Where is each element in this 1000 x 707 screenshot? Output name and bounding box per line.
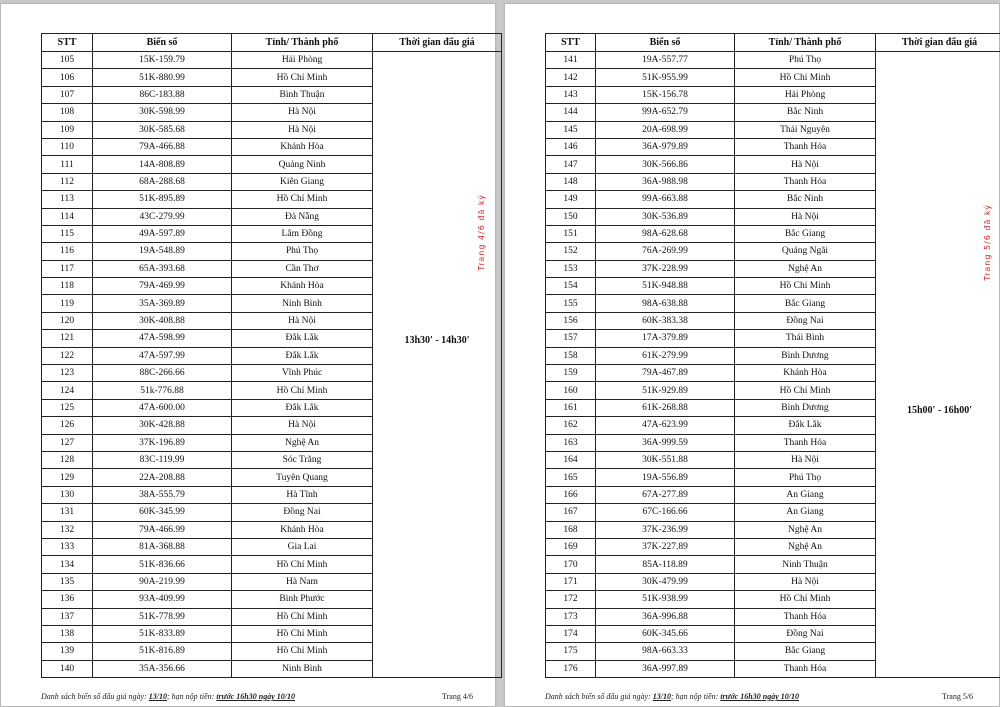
row-province: Hà Nội: [735, 573, 876, 590]
row-plate: 83C-119.99: [93, 451, 232, 468]
row-stt: 143: [546, 86, 596, 103]
row-stt: 110: [42, 138, 93, 155]
row-plate: 86C-183.88: [93, 86, 232, 103]
row-province: Vĩnh Phúc: [232, 365, 373, 382]
row-plate: 43C-279.99: [93, 208, 232, 225]
row-stt: 141: [546, 52, 596, 69]
row-plate: 36A-997.89: [596, 660, 735, 677]
row-province: Đắk Lắk: [232, 330, 373, 347]
row-province: Thanh Hóa: [735, 434, 876, 451]
page-footer: [545, 692, 799, 701]
row-plate: 37K-227.89: [596, 538, 735, 555]
header-province: Tỉnh/ Thành phố: [232, 34, 373, 52]
row-province: Kiên Giang: [232, 173, 373, 190]
row-province: Thanh Hóa: [735, 173, 876, 190]
row-plate: 47A-597.99: [93, 347, 232, 364]
row-plate: 51K-816.89: [93, 643, 232, 660]
row-province: Hà Nội: [735, 208, 876, 225]
row-plate: 19A-556.89: [596, 469, 735, 486]
row-province: Bình Dương: [735, 399, 876, 416]
row-plate: 36A-979.89: [596, 138, 735, 155]
row-province: Đắk Lắk: [232, 347, 373, 364]
footer-mid: ; hạn nộp tiền:: [167, 692, 217, 701]
row-province: Bắc Giang: [735, 295, 876, 312]
row-stt: 150: [546, 208, 596, 225]
row-province: Bắc Ninh: [735, 104, 876, 121]
row-plate: 76A-269.99: [596, 243, 735, 260]
row-plate: 37K-196.89: [93, 434, 232, 451]
row-plate: 51K-836.66: [93, 556, 232, 573]
row-stt: 175: [546, 643, 596, 660]
table-row: [42, 52, 502, 69]
row-province: Hồ Chí Minh: [232, 625, 373, 642]
row-plate: 22A-208.88: [93, 469, 232, 486]
row-stt: 108: [42, 104, 93, 121]
row-plate: 15K-159.79: [93, 52, 232, 69]
header-plate: Biển số: [93, 34, 232, 52]
row-province: Hồ Chí Minh: [232, 556, 373, 573]
row-stt: 133: [42, 538, 93, 555]
footer-deadline: trước 16h30 ngày 10/10: [720, 692, 799, 701]
row-stt: 105: [42, 52, 93, 69]
header-stt: STT: [42, 34, 93, 52]
row-stt: 157: [546, 330, 596, 347]
row-province: Thanh Hóa: [735, 608, 876, 625]
row-province: An Giang: [735, 486, 876, 503]
row-plate: 67A-277.89: [596, 486, 735, 503]
row-stt: 174: [546, 625, 596, 642]
row-plate: 17A-379.89: [596, 330, 735, 347]
row-stt: 148: [546, 173, 596, 190]
row-province: Đắk Lắk: [735, 417, 876, 434]
row-stt: 124: [42, 382, 93, 399]
row-plate: 30K-408.88: [93, 312, 232, 329]
row-province: Cần Thơ: [232, 260, 373, 277]
row-province: Hà Nội: [735, 156, 876, 173]
row-province: Hà Nam: [232, 573, 373, 590]
document-page-5: [505, 4, 999, 706]
row-plate: 30K-479.99: [596, 573, 735, 590]
row-province: Đắk Lắk: [232, 399, 373, 416]
row-province: Hồ Chí Minh: [232, 69, 373, 86]
row-province: Hà Nội: [232, 104, 373, 121]
row-plate: 51K-938.99: [596, 591, 735, 608]
row-province: Khánh Hòa: [232, 278, 373, 295]
row-plate: 20A-698.99: [596, 121, 735, 138]
row-stt: 127: [42, 434, 93, 451]
row-plate: 30K-428.88: [93, 417, 232, 434]
row-plate: 51K-895.89: [93, 191, 232, 208]
header-stt: STT: [546, 34, 596, 52]
row-province: Hồ Chí Minh: [735, 382, 876, 399]
row-province: Phú Thọ: [735, 52, 876, 69]
row-plate: 98A-628.68: [596, 225, 735, 242]
row-plate: 36A-988.98: [596, 173, 735, 190]
row-province: Bình Thuận: [232, 86, 373, 103]
footer-date: 13/10: [652, 692, 671, 701]
auction-time-slot: 15h00' - 16h00': [906, 405, 972, 416]
row-province: Hồ Chí Minh: [735, 69, 876, 86]
row-plate: 79A-466.99: [93, 521, 232, 538]
page-number: Trang 4/6: [442, 692, 474, 701]
row-stt: 138: [42, 625, 93, 642]
row-plate: 15K-156.78: [596, 86, 735, 103]
row-stt: 136: [42, 591, 93, 608]
row-plate: 79A-466.88: [93, 138, 232, 155]
row-stt: 111: [42, 156, 93, 173]
row-province: Hà Nội: [232, 312, 373, 329]
row-stt: 137: [42, 608, 93, 625]
footer-prefix: Danh sách biển số đấu giá ngày:: [41, 692, 149, 701]
row-stt: 149: [546, 191, 596, 208]
row-province: Lâm Đồng: [232, 225, 373, 242]
row-province: Quảng Ninh: [232, 156, 373, 173]
row-province: Hồ Chí Minh: [232, 643, 373, 660]
row-plate: 65A-393.68: [93, 260, 232, 277]
margin-signature-mark: Trang 4/6 đã ký: [477, 194, 486, 271]
row-plate: 51K-948.88: [596, 278, 735, 295]
row-plate: 49A-597.89: [93, 225, 232, 242]
row-plate: 14A-808.89: [93, 156, 232, 173]
row-province: Thanh Hóa: [735, 660, 876, 677]
row-province: Hải Phòng: [735, 86, 876, 103]
row-plate: 30K-585.68: [93, 121, 232, 138]
row-stt: 130: [42, 486, 93, 503]
row-stt: 122: [42, 347, 93, 364]
row-province: Quảng Ngãi: [735, 243, 876, 260]
row-plate: 90A-219.99: [93, 573, 232, 590]
table-body: [42, 52, 502, 678]
row-province: Thái Bình: [735, 330, 876, 347]
row-stt: 155: [546, 295, 596, 312]
row-plate: 35A-356.66: [93, 660, 232, 677]
row-stt: 160: [546, 382, 596, 399]
row-province: Phú Thọ: [232, 243, 373, 260]
table-header-row: [42, 34, 502, 52]
row-province: Bình Dương: [735, 347, 876, 364]
row-stt: 173: [546, 608, 596, 625]
row-province: Hồ Chí Minh: [232, 382, 373, 399]
row-stt: 126: [42, 417, 93, 434]
row-province: Đồng Nai: [232, 504, 373, 521]
row-plate: 36A-999.59: [596, 434, 735, 451]
row-province: Phú Thọ: [735, 469, 876, 486]
row-plate: 47A-598.99: [93, 330, 232, 347]
row-stt: 176: [546, 660, 596, 677]
row-stt: 115: [42, 225, 93, 242]
row-plate: 68A-288.68: [93, 173, 232, 190]
row-plate: 30K-536.89: [596, 208, 735, 225]
row-stt: 168: [546, 521, 596, 538]
row-plate: 60K-345.99: [93, 504, 232, 521]
row-plate: 67C-166.66: [596, 504, 735, 521]
row-stt: 132: [42, 521, 93, 538]
row-stt: 165: [546, 469, 596, 486]
row-stt: 146: [546, 138, 596, 155]
auction-time-slot: 13h30' - 14h30': [404, 335, 470, 347]
row-stt: 121: [42, 330, 93, 347]
row-province: Khánh Hòa: [232, 521, 373, 538]
row-province: Nghệ An: [735, 538, 876, 555]
row-stt: 106: [42, 69, 93, 86]
row-province: Thái Nguyên: [735, 121, 876, 138]
row-plate: 88C-266.66: [93, 365, 232, 382]
row-stt: 120: [42, 312, 93, 329]
row-plate: 79A-469.99: [93, 278, 232, 295]
row-province: Hồ Chí Minh: [232, 191, 373, 208]
row-plate: 30K-551.88: [596, 451, 735, 468]
row-province: Sóc Trăng: [232, 451, 373, 468]
row-stt: 114: [42, 208, 93, 225]
row-stt: 123: [42, 365, 93, 382]
row-plate: 37K-236.99: [596, 521, 735, 538]
row-plate: 79A-467.89: [596, 365, 735, 382]
row-province: Hà Nội: [735, 451, 876, 468]
row-province: Gia Lai: [232, 538, 373, 555]
row-stt: 164: [546, 451, 596, 468]
row-stt: 151: [546, 225, 596, 242]
row-stt: 112: [42, 173, 93, 190]
row-stt: 131: [42, 504, 93, 521]
row-plate: 19A-557.77: [596, 52, 735, 69]
row-stt: 156: [546, 312, 596, 329]
row-stt: 125: [42, 399, 93, 416]
row-province: An Giang: [735, 504, 876, 521]
row-plate: 51K-778.99: [93, 608, 232, 625]
row-province: Đồng Nai: [735, 312, 876, 329]
row-plate: 51K-929.89: [596, 382, 735, 399]
row-stt: 161: [546, 399, 596, 416]
row-province: Hải Phòng: [232, 52, 373, 69]
row-plate: 51K-955.99: [596, 69, 735, 86]
row-province: Thanh Hóa: [735, 138, 876, 155]
row-stt: 163: [546, 434, 596, 451]
header-province: Tỉnh/ Thành phố: [735, 34, 876, 52]
row-stt: 159: [546, 365, 596, 382]
row-stt: 117: [42, 260, 93, 277]
row-stt: 158: [546, 347, 596, 364]
row-plate: 51K-833.89: [93, 625, 232, 642]
row-plate: 36A-996.88: [596, 608, 735, 625]
row-stt: 113: [42, 191, 93, 208]
row-stt: 139: [42, 643, 93, 660]
document-page-4: [1, 4, 495, 706]
page-number: Trang 5/6: [942, 692, 974, 701]
row-stt: 147: [546, 156, 596, 173]
footer-mid: ; hạn nộp tiền:: [671, 692, 721, 701]
footer-deadline: trước 16h30 ngày 10/10: [216, 692, 295, 701]
table-header-row: [546, 34, 1000, 52]
margin-signature-mark: Trang 5/6 đã ký: [983, 204, 992, 281]
table-body: [546, 52, 1000, 678]
row-province: Bình Phước: [232, 591, 373, 608]
row-plate: 35A-369.89: [93, 295, 232, 312]
row-stt: 128: [42, 451, 93, 468]
row-stt: 162: [546, 417, 596, 434]
row-plate: 60K-383.38: [596, 312, 735, 329]
row-province: Hồ Chí Minh: [232, 608, 373, 625]
row-stt: 154: [546, 278, 596, 295]
row-province: Hà Nội: [232, 417, 373, 434]
row-plate: 99A-652.79: [596, 104, 735, 121]
table-row: [546, 52, 1000, 69]
footer-prefix: Danh sách biển số đấu giá ngày:: [545, 692, 653, 701]
row-province: Nghệ An: [735, 521, 876, 538]
row-province: Ninh Bình: [232, 295, 373, 312]
auction-time-cell: [373, 52, 502, 678]
row-plate: 47A-600.00: [93, 399, 232, 416]
row-province: Nghệ An: [735, 260, 876, 277]
header-plate: Biển số: [596, 34, 735, 52]
row-stt: 169: [546, 538, 596, 555]
row-plate: 30K-566.86: [596, 156, 735, 173]
row-plate: 37K-228.99: [596, 260, 735, 277]
row-province: Hà Tĩnh: [232, 486, 373, 503]
row-province: Hồ Chí Minh: [735, 591, 876, 608]
row-stt: 171: [546, 573, 596, 590]
row-province: Bắc Giang: [735, 225, 876, 242]
plate-auction-table: [41, 33, 502, 678]
row-province: Tuyên Quang: [232, 469, 373, 486]
page-footer: [41, 692, 295, 701]
row-province: Đà Nẵng: [232, 208, 373, 225]
row-plate: 51K-880.99: [93, 69, 232, 86]
row-province: Ninh Thuận: [735, 556, 876, 573]
row-plate: 60K-345.66: [596, 625, 735, 642]
row-province: Bắc Ninh: [735, 191, 876, 208]
row-stt: 109: [42, 121, 93, 138]
row-plate: 99A-663.88: [596, 191, 735, 208]
row-plate: 47A-623.99: [596, 417, 735, 434]
row-plate: 19A-548.89: [93, 243, 232, 260]
row-stt: 118: [42, 278, 93, 295]
row-plate: 81A-368.88: [93, 538, 232, 555]
row-stt: 144: [546, 104, 596, 121]
plate-auction-table: [545, 33, 1000, 678]
row-plate: 30K-598.99: [93, 104, 232, 121]
row-province: Bắc Giang: [735, 643, 876, 660]
row-stt: 152: [546, 243, 596, 260]
row-stt: 134: [42, 556, 93, 573]
row-province: Nghệ An: [232, 434, 373, 451]
row-stt: 167: [546, 504, 596, 521]
row-stt: 142: [546, 69, 596, 86]
row-plate: 51k-776.88: [93, 382, 232, 399]
row-stt: 170: [546, 556, 596, 573]
header-time: Thời gian đấu giá: [876, 34, 1000, 52]
row-stt: 119: [42, 295, 93, 312]
row-stt: 153: [546, 260, 596, 277]
footer-date: 13/10: [148, 692, 167, 701]
row-province: Khánh Hòa: [735, 365, 876, 382]
row-plate: 61K-268.88: [596, 399, 735, 416]
row-plate: 61K-279.99: [596, 347, 735, 364]
row-plate: 85A-118.89: [596, 556, 735, 573]
row-stt: 107: [42, 86, 93, 103]
row-plate: 93A-409.99: [93, 591, 232, 608]
row-stt: 145: [546, 121, 596, 138]
row-province: Khánh Hòa: [232, 138, 373, 155]
row-plate: 98A-638.88: [596, 295, 735, 312]
header-time: Thời gian đấu giá: [373, 34, 502, 52]
row-stt: 140: [42, 660, 93, 677]
row-province: Ninh Bình: [232, 660, 373, 677]
row-stt: 129: [42, 469, 93, 486]
row-province: Hà Nội: [232, 121, 373, 138]
row-stt: 135: [42, 573, 93, 590]
row-plate: 38A-555.79: [93, 486, 232, 503]
row-province: Đồng Nai: [735, 625, 876, 642]
row-province: Hồ Chí Minh: [735, 278, 876, 295]
auction-time-cell: [876, 52, 1000, 678]
row-plate: 98A-663.33: [596, 643, 735, 660]
row-stt: 172: [546, 591, 596, 608]
row-stt: 166: [546, 486, 596, 503]
row-stt: 116: [42, 243, 93, 260]
